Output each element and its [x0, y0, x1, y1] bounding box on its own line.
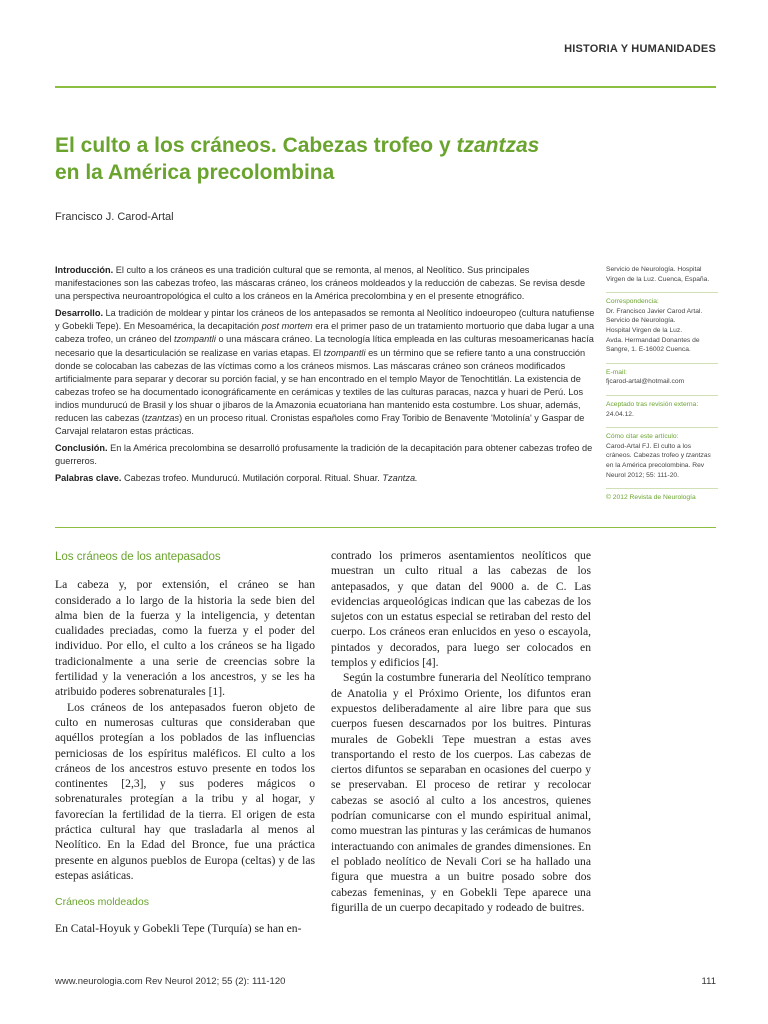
- author-name: Francisco J. Carod-Artal: [55, 211, 174, 223]
- keywords-label: Palabras clave.: [55, 473, 122, 484]
- correspondence-line: Servicio de Neurología.: [606, 317, 676, 325]
- subsection-heading: Cráneos moldeados: [55, 896, 149, 909]
- body-column-left: [55, 548, 315, 936]
- cite-italic: tzantzas: [685, 452, 711, 460]
- sidebar-divider: [606, 488, 718, 489]
- conclusion-label: Conclusión.: [55, 443, 108, 454]
- body-paragraph: La cabeza y, por extensión, el cráneo se han considerado a lo largo de la historia la sede bien del alma bien de la fuerza y la inteligencia, y detentan cualidades preciadas, como la fuerza y el poder del individuo. Por ello, el culto a los cráneos se ha ligado tradicionalmente a una serie de creencias sobre la fertilidad y la veneración a los ancestros, y se les ha atribuido poderes sobrenaturales [1].: [55, 578, 315, 699]
- dev-italic: tzantzas: [144, 413, 180, 424]
- accepted-label: Aceptado tras revisión externa:: [606, 400, 699, 408]
- correspondence-line: Avda. Hermandad Donantes de Sangre, 1. E-16002 Cuenca.: [606, 336, 700, 354]
- email-label: E-mail:: [606, 368, 627, 376]
- sidebar-divider: [606, 427, 718, 428]
- keywords-text: Cabezas trofeo. Mundurucú. Mutilación corporal. Ritual. Shuar.: [121, 473, 383, 484]
- body-paragraph: En Catal-Hoyuk y Gobekli Tepe (Turquía) se han en-: [55, 921, 302, 935]
- title-part-1: El culto a los cráneos. Cabezas trofeo y: [55, 134, 457, 157]
- section-heading: Los cráneos de los antepasados: [55, 551, 221, 563]
- body-paragraph: Según la costumbre funeraria del Neolítico temprano de Anatolia y el Próximo Oriente, los difuntos eran expuestos deliberadamente al aire libre para que sus cuerpos fuesen descarnados por los buitres. Pinturas murales de Gobekli Tepe muestran a estas aves transportando el resto de los cuerpos. Las cabezas de ciertos difuntos se separaban en ocasiones del cuerpo y se preservaban. El proceso de retirar y recolocar cabezas se asoció al culto a los ancestros, quienes podrían comunicarse con el mundo espiritual animal, como muestran las pinturas y las cerámicas de humanos interactuando con animales de grandes dimensiones. En el poblado neolítico de Nevali Cori se ha hallado una figura que muestra a un buitre posado sobre dos cabezas femeninas, y en Gobekli Tepe aparece una figurilla de un cuerpo decapitado y rodeado de buitres.: [331, 671, 591, 914]
- title-italic: tzantzas: [456, 134, 540, 157]
- conclusion-text: En la América precolombina se desarrolló profusamente la tradición de la decapitación para obtener cabezas trofeo de guerreros.: [55, 443, 593, 467]
- email: [606, 368, 718, 387]
- body-column-right: [331, 548, 591, 915]
- sidebar-divider: [606, 292, 718, 293]
- keywords-italic: Tzantza.: [382, 473, 418, 484]
- abstract-divider: [55, 527, 716, 528]
- copyright: © 2012 Revista de Neurología: [606, 494, 696, 502]
- abstract-introduction: [55, 264, 595, 303]
- accepted-date: 24.04.12.: [606, 410, 634, 418]
- dev-text: era el primer paso de un tratamiento mortuorio que daba lugar a una cabeza trofeo, un cráneo del: [55, 321, 595, 345]
- dev-italic: tzompantli: [323, 347, 366, 358]
- cite-text: en la América precolombina. Rev Neurol 2012; 55: 111-20.: [606, 461, 705, 479]
- article-info-sidebar: [606, 265, 718, 511]
- abstract-conclusion: [55, 442, 595, 468]
- accepted: [606, 400, 718, 419]
- dev-italic: tzompantli: [174, 334, 216, 345]
- correspondence-line: Dr. Francisco Javier Carod Artal.: [606, 307, 703, 315]
- article-title: [55, 132, 575, 186]
- body-paragraph: contrado los primeros asentamientos neolíticos que muestran un culto ritual a las cabezas de los antepasados, y que datan del 9000 a. de C. Las evidencias arqueológicas indican que las cabezas de los sujetos con un estatus especial se retiraban del resto del cuerpo. Los cráneos eran enlucidos en yeso o escayola, pintados y decorados, para luego ser colocados en templos y edificios [4].: [331, 549, 591, 670]
- affiliation: Servicio de Neurología. Hospital Virgen de la Luz. Cuenca, España.: [606, 266, 710, 283]
- correspondence-label: Correspondencia:: [606, 298, 659, 306]
- section-label: HISTORIA Y HUMANIDADES: [564, 43, 716, 55]
- email-address[interactable]: fjcarod-artal@hotmail.com: [606, 378, 685, 386]
- dev-text: ) en un proceso ritual. Cronistas españoles como Fray Toribio de Benavente 'Motolinía' y Gaspar de Carvajal relataron estas prácticas.: [55, 413, 585, 437]
- sidebar-divider: [606, 395, 718, 396]
- intro-label: Introducción.: [55, 265, 114, 275]
- title-part-2: en la América precolombina: [55, 161, 335, 184]
- how-to-cite: [606, 432, 718, 480]
- dev-italic: post mortem: [261, 321, 313, 332]
- header-divider: [55, 86, 716, 88]
- abstract: [55, 264, 595, 490]
- footer-citation: www.neurologia.com Rev Neurol 2012; 55 (2): 111-120: [55, 976, 286, 987]
- intro-text: El culto a los cráneos es una tradición cultural que se remonta, al menos, al Neolítico. Sus principales manifestaciones son las cabezas trofeo, las máscaras cráneo, los cráneos moldeados y la reducción de cabezas. Se revisa desde una perspectiva neuroantropológica el culto a los cráneos en la América precolombina y en el presente etnográfico.: [55, 265, 586, 302]
- cite-label: Cómo citar este artículo:: [606, 433, 679, 441]
- cite-text: Carod-Artal FJ. El culto a los cráneos. Cabezas trofeo y: [606, 442, 692, 460]
- sidebar-divider: [606, 363, 718, 364]
- correspondence: [606, 297, 718, 355]
- body-paragraph: Los cráneos de los antepasados fueron objeto de culto en numerosas culturas que consideraban que aquéllos protegían a los poblados de las influencias perniciosas de los espíritus maléficos. El culto a los cráneos de los ancestros estuvo presente en todos los continentes [2,3], y sus poderes mágicos o sobrenaturales protegían a la tribu y al hogar, y favorecían la fertilidad de la tierra. El origen de esta práctica cultural hay que trasladarla al menos al Neolítico. En la Edad del Bronce, fue una práctica presente en algunos pueblos de Europa (celtas) y de las estepas asiáticas.: [55, 700, 315, 882]
- abstract-keywords: [55, 472, 595, 485]
- page-number: 111: [701, 976, 716, 987]
- dev-text: o una máscara cráneo. La tecnología lítica empleada en las culturas mesoamericanas hacía necesario que la desarticulación se realizase en varias etapas. El: [55, 334, 594, 358]
- dev-label: Desarrollo.: [55, 308, 103, 319]
- dev-text: La tradición de moldear y pintar los cráneos de los antepasados se remonta al Neolítico indoeuropeo (cultura natufiense y Gobekli Tepe). En Mesoamérica, la decapitación: [55, 308, 595, 332]
- abstract-development: [55, 307, 595, 438]
- correspondence-line: Hospital Virgen de la Luz.: [606, 326, 683, 334]
- dev-text: es un término que se refiere tanto a una construcción donde se colocaban las cabezas de las víctimas como a los cráneos mismos. Las máscaras cráneo son cráneos modificados artificialmente para separar y decorar su porción facial, y se han encontrado en el templo Mayor de Tenochtitlán. La existencia de cabezas trofeo se ha documentado iconográficamente en cerámicas y textiles de las culturas paracas, nazca y huari de Perú. Los indios mundurucú de Brasil y los shuar o jíbaros de la Amazonia ecuatoriana han mantenido esta costumbre. Los shuar, además, reducen las cabezas (: [55, 347, 586, 424]
